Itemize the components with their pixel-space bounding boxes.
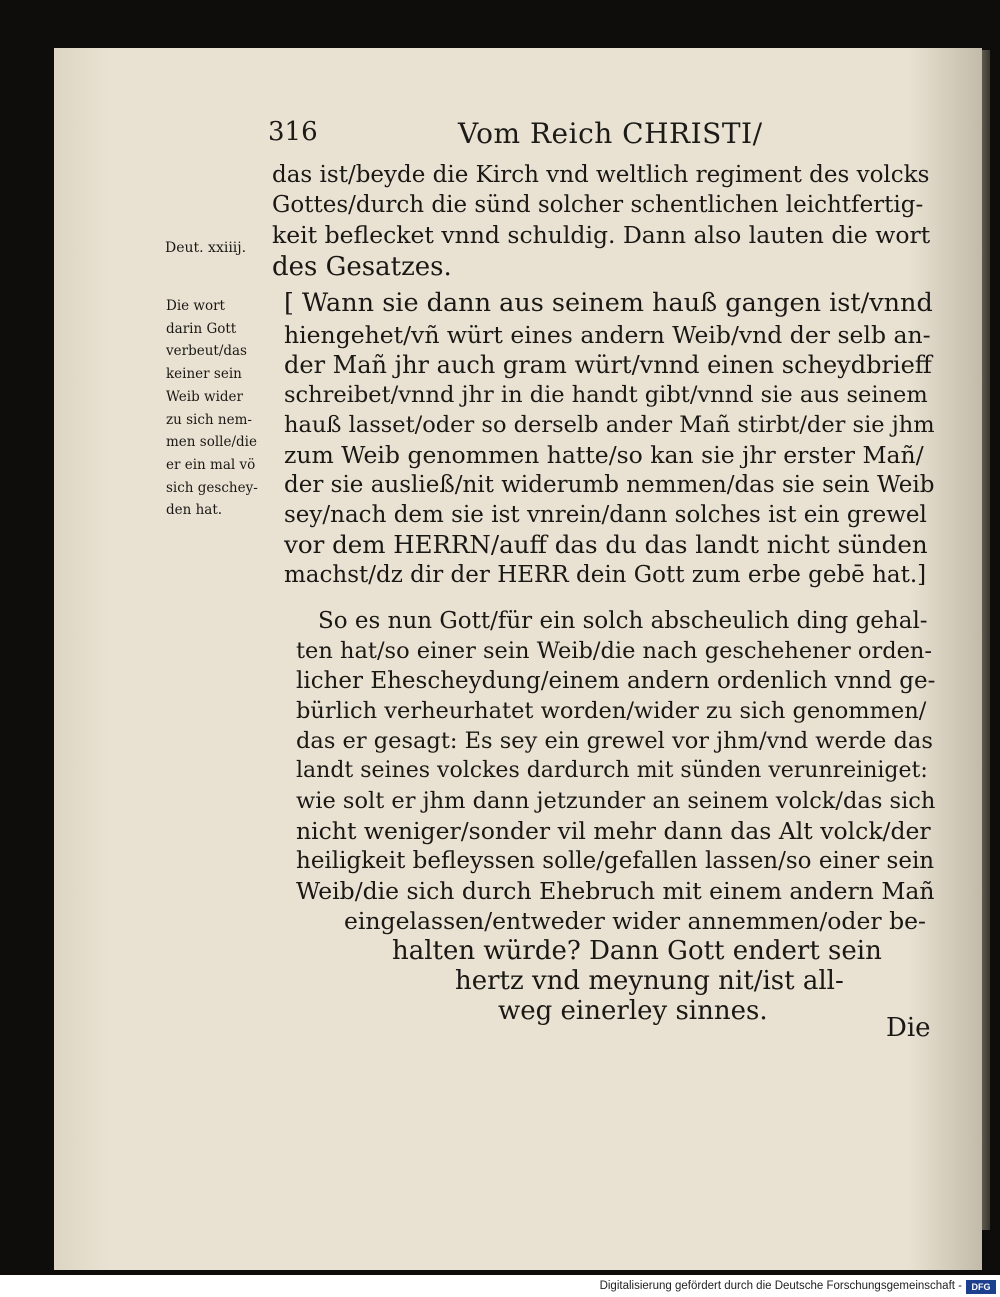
page-header xyxy=(0,117,1000,157)
body-line: der Mañ jhr auch gram würt/vnnd einen scheydbrieff xyxy=(284,351,932,379)
body-line: halten würde? Dann Gott endert sein xyxy=(392,936,882,966)
body-line: wie solt er jhm dann jetzunder an seinem volck/das sich xyxy=(296,788,936,814)
body-line: der sie ausließ/nit widerumb nemmen/das sie sein Weib xyxy=(284,472,935,498)
margin-note-line: zu sich nem- xyxy=(166,411,252,428)
body-line: keit beflecket vnnd schuldig. Dann also lauten die wort xyxy=(272,221,931,249)
running-title: Vom Reich CHRISTI/ xyxy=(458,117,763,150)
margin-note xyxy=(166,295,278,522)
dfg-logo: DFG xyxy=(966,1280,996,1294)
margin-note-line: sich geschey- xyxy=(166,479,258,496)
body-line: hiengehet/vñ würt eines andern Weib/vnd der selb an- xyxy=(284,321,931,349)
body-line: eingelassen/entweder wider annemmen/oder be- xyxy=(344,907,926,935)
body-line: das er gesagt: Es sey ein grewel vor jhm/vnd werde das xyxy=(296,728,933,754)
body-line: nicht weniger/sonder vil mehr dann das Alt volck/der xyxy=(296,817,931,845)
body-line: landt seines volckes dardurch mit sünden verunreiniget: xyxy=(296,758,928,783)
footer-bar xyxy=(0,1278,1000,1297)
margin-note-line: er ein mal vö xyxy=(166,456,256,473)
body-line: vor dem HERRN/auff das du das landt nicht sünden xyxy=(284,530,928,559)
body-line: machst/dz dir der HERR dein Gott zum erbe gebē hat.] xyxy=(284,562,927,588)
footer-credit: Digitalisierung gefördert durch die Deutsche Forschungsgemeinschaft - xyxy=(599,1280,962,1292)
body-line: Gottes/durch die sünd solcher schentlichen leichtfertig- xyxy=(272,192,924,218)
body-line: zum Weib genommen hatte/so kan sie jhr erster Mañ/ xyxy=(284,441,924,469)
margin-note-line: den hat. xyxy=(166,502,223,519)
body-line: So es nun Gott/für ein solch abscheulich ding gehal- xyxy=(318,608,928,634)
page-number: 316 xyxy=(268,117,318,147)
body-line: Weib/die sich durch Ehebruch mit einem andern Mañ xyxy=(296,877,935,905)
body-line: das ist/beyde die Kirch vnd weltlich regiment des volcks xyxy=(272,162,930,188)
body-line: hauß lasset/oder so derselb ander Mañ stirbt/der sie jhm xyxy=(284,412,935,438)
body-line: des Gesatzes. xyxy=(272,252,452,282)
margin-reference: Deut. xxiiij. xyxy=(165,240,247,256)
body-line: bürlich verheurhatet worden/wider zu sich genommen/ xyxy=(296,698,927,724)
margin-note-line: verbeut/das xyxy=(166,343,247,360)
body-line: schreibet/vnnd jhr in die handt gibt/vnnd sie aus seinem xyxy=(284,382,928,408)
margin-note-line: keiner sein xyxy=(166,366,242,383)
body-line: ten hat/so einer sein Weib/die nach geschehener orden- xyxy=(296,638,933,664)
catchword: Die xyxy=(886,1013,931,1043)
body-line: hertz vnd meynung nit/ist all- xyxy=(455,966,844,996)
margin-note-line: Die wort xyxy=(166,298,225,314)
margin-note-line: Weib wider xyxy=(166,388,243,405)
body-line: sey/nach dem sie ist vnrein/dann solches ist ein grewel xyxy=(284,502,927,528)
margin-note-line: men solle/die xyxy=(166,434,257,451)
body-line: [ Wann sie dann aus seinem hauß gangen ist/vnnd xyxy=(284,288,933,318)
body-line: weg einerley sinnes. xyxy=(498,996,768,1026)
margin-note-line: darin Gott xyxy=(166,320,237,337)
body-line: heiligkeit befleyssen solle/gefallen lassen/so einer sein xyxy=(296,848,935,874)
body-line: licher Ehescheydung/einem andern ordenlich vnnd ge- xyxy=(296,668,936,694)
